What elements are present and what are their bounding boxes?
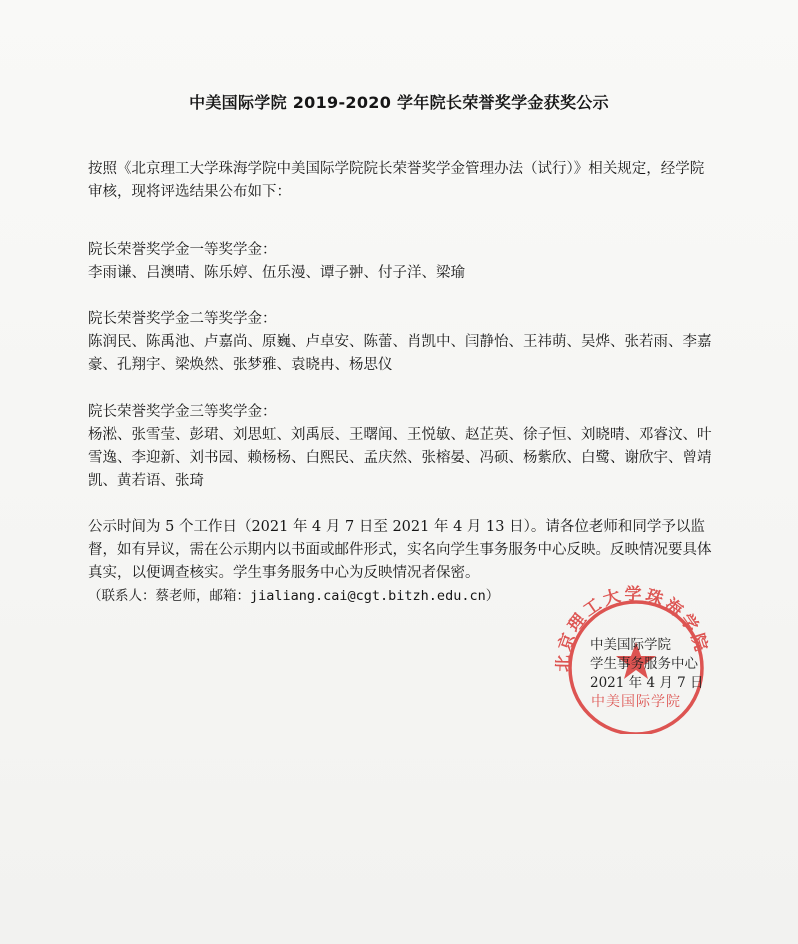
second-prize-heading: 院长荣誉奖学金二等奖学金： [88,311,277,327]
third-prize-names: 杨淞、张雪莹、彭珺、刘思虹、刘禹辰、王曙闻、王悦敏、赵芷英、徐子恒、刘晓晴、邓睿汶、叶雪逸、李迎新、刘书园、赖杨杨、白熙民、孟庆然、张榕晏、冯硕、杨紫欣、白鹭、谢欣宇、曾靖凯、黄若语、张琦 [88,427,712,489]
contact-line: （联系人：蔡老师，邮箱：jialiang.cai@cgt.bitzh.edu.cn） [88,588,500,604]
signature-dept: 学生事务服务中心 [590,656,698,672]
first-prize-section [88,239,716,285]
intro-paragraph [88,158,716,204]
seal-inner-text: 中美国际学院 [591,694,681,710]
document-title: 中美国际学院 2019-2020 学年院长荣誉奖学金获奖公示 [189,93,609,112]
first-prize-names: 李雨谦、吕澳晴、陈乐婷、伍乐漫、谭子翀、付子洋、梁瑜 [88,265,465,281]
third-prize-heading: 院长荣誉奖学金三等奖学金： [88,404,277,420]
first-prize-heading: 院长荣誉奖学金一等奖学金： [88,242,277,258]
intro-text: 按照《北京理工大学珠海学院中美国际学院院长荣誉奖学金管理办法（试行）》相关规定，经学院审核，现将评选结果公布如下： [88,161,705,200]
signature-org: 中美国际学院 [590,637,671,653]
second-prize-section [88,308,716,377]
signature-block [590,636,720,693]
second-prize-names: 陈润民、陈禹池、卢嘉尚、原巍、卢卓安、陈蕾、肖凯中、闫静怡、王祎萌、吴烨、张若雨、李嘉豪、孔翔宇、梁焕然、张梦雅、袁晓冉、杨思仪 [88,334,712,373]
seal-ring-text: 北京理工大学珠海学院 [553,584,712,673]
signature-date: 2021 年 4 月 7 日 [590,675,704,691]
third-prize-section [88,401,716,493]
notice-text: 公示时间为 5 个工作日（2021 年 4 月 7 日至 2021 年 4 月 13 日）。请各位老师和同学予以监督，如有异议，需在公示期内以书面或邮件形式，实名向学生事务服务中心反映。反映情况要具体真实，以便调查核实。学生事务服务中心为反映情况者保密。 [88,519,712,581]
